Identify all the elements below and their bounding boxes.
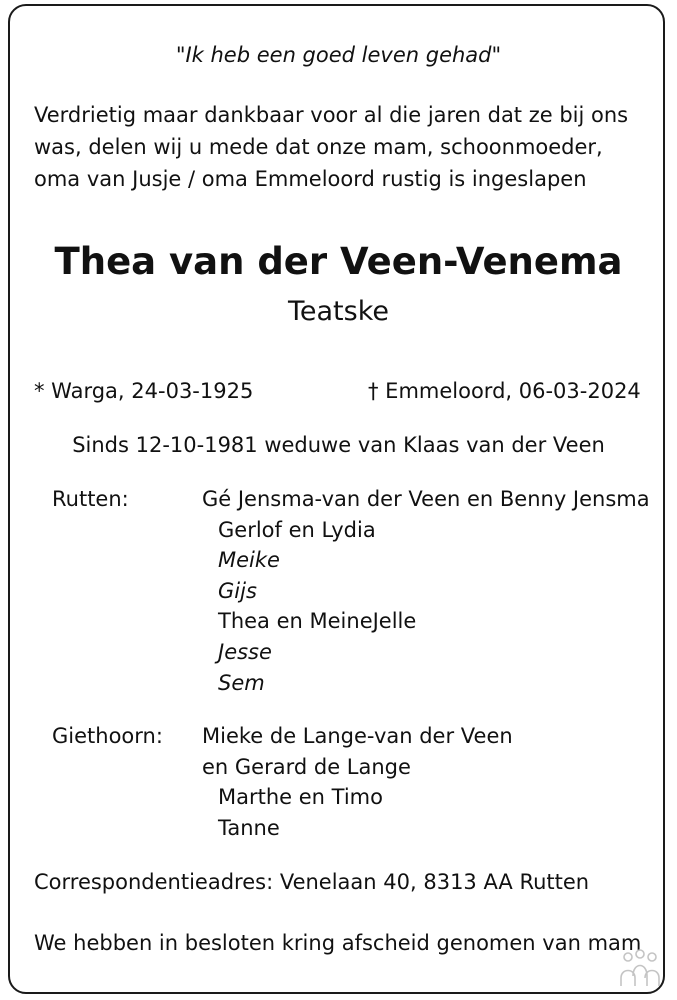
intro-line-3: oma van Jusje / oma Emmeloord rustig is ingeslapen (34, 167, 587, 191)
birth-info: * Warga, 24-03-1925 (34, 379, 254, 403)
family-parents-rutten: Gé Jensma-van der Veen en Benny Jensma (202, 487, 650, 511)
family-parents-giethoorn: Mieke de Lange-van der Veen (202, 724, 513, 748)
grandchild-line: Tanne (218, 816, 280, 840)
intro-line-1: Verdrietig maar dankbaar voor al die jaren dat ze bij ons (34, 103, 629, 127)
correspondence-address: Correspondentieadres: Venelaan 40, 8313 AA Rutten (34, 870, 590, 894)
closing-line: We hebben in besloten kring afscheid genomen van mam (34, 931, 642, 955)
quote: "Ik heb een goed leven gehad" (175, 43, 502, 67)
great-grandchild-line: Gijs (218, 579, 257, 603)
grandchild-line: Gerlof en Lydia (218, 518, 376, 542)
grandchild-line: Marthe en Timo (218, 785, 383, 809)
great-grandchild-line: Meike (218, 548, 280, 572)
family-place-rutten: Rutten: (52, 487, 129, 511)
death-info: † Emmeloord, 06-03-2024 (368, 379, 641, 403)
deceased-name: Thea van der Veen-Venema (54, 240, 623, 283)
family-logo-icon (615, 948, 665, 988)
family-parents-giethoorn-2: en Gerard de Lange (202, 755, 411, 779)
deceased-nickname: Teatske (288, 296, 389, 327)
great-grandchild-line: Jesse (218, 640, 272, 664)
great-grandchild-line: Sem (218, 671, 265, 695)
grandchild-line: Thea en MeineJelle (218, 609, 417, 633)
family-place-giethoorn: Giethoorn: (52, 724, 163, 748)
intro-line-2: was, delen wij u mede dat onze mam, schoonmoeder, (34, 135, 603, 159)
widow-line: Sinds 12-10-1981 weduwe van Klaas van der Veen (72, 433, 605, 457)
